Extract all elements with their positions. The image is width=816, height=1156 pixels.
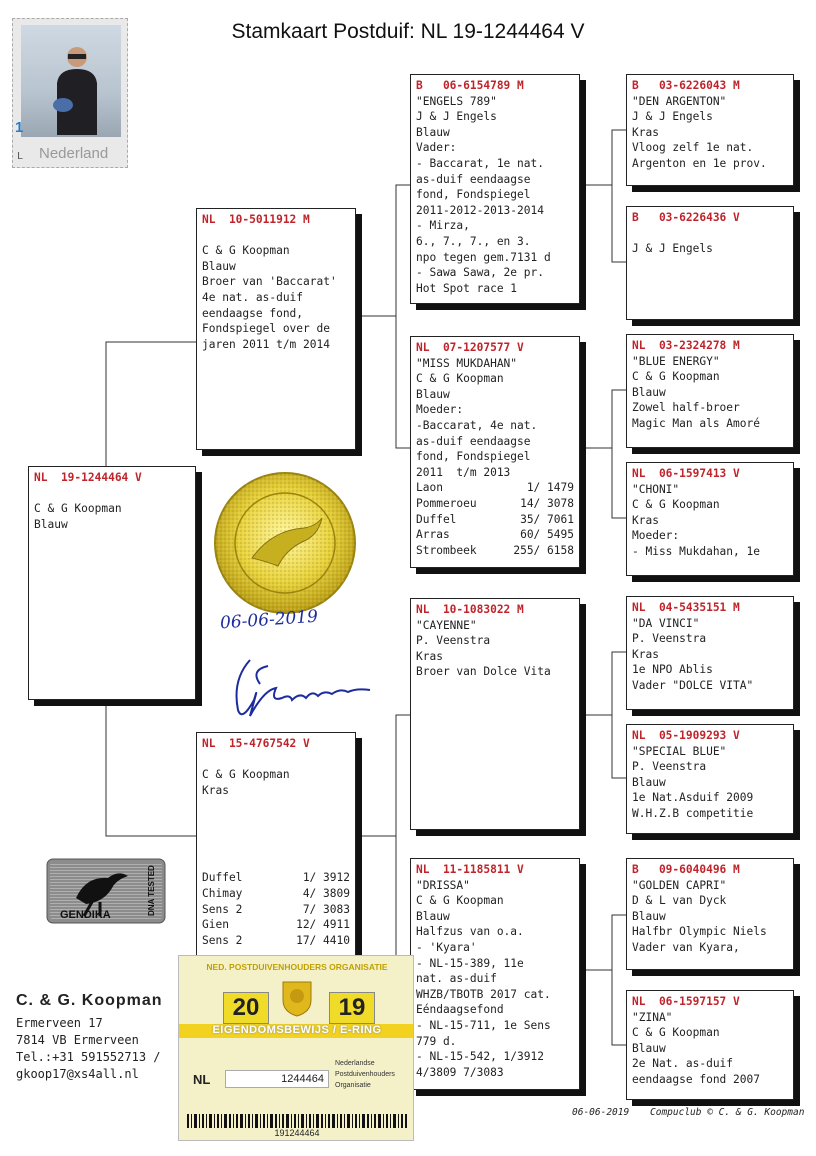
ring-number: NL 06-1597157 V [632,995,740,1008]
info-line: Eéndaagsefond [416,1003,504,1017]
info-line: Kras [632,125,659,139]
info-line: eendaagse fond 2007 [632,1072,760,1086]
dna-tag: DNA TESTED [147,865,156,916]
pedigree-box-subject [28,466,196,700]
pedigree-box-maternal-grandmother [410,858,580,1090]
handwritten-date: 06-06-2019 [219,606,319,634]
info-line: Blauw [632,1041,666,1055]
info-line: - 'Kyara' [416,940,477,954]
info-line: Vader van Kyara, [632,940,740,954]
ring-number: NL 19-1244464 V [34,471,142,484]
ring-number: NL 07-1207577 V [416,341,524,354]
pedigree-box-fff [626,74,794,186]
ring-number: B 06-6154789 M [416,79,524,92]
info-line: C & G Koopman [632,498,720,512]
race-result-row: Gien 12/ 4911 [202,918,350,932]
info-line: Blauw [416,387,450,401]
ring-number: B 09-6040496 M [632,863,740,876]
info-line: J & J Engels [632,242,713,256]
info-line: Magic Man als Amoré [632,416,760,430]
stamp-value: 1 [15,119,24,136]
info-line: D & L van Dyck [632,894,727,908]
info-line: 4/3809 7/3083 [416,1065,504,1079]
card-header: NED. POSTDUIVENHOUDERS ORGANISATIE [206,962,388,972]
info-line: Blauw [34,517,68,531]
footer-club: Compuclub © C. & G. Koopman [650,1107,805,1118]
info-line: Hot Spot race 1 [416,281,518,295]
info-line: - Sawa Sawa, 2e pr. [416,266,544,280]
info-line: nat. as-duif [416,972,497,986]
info-line: Kras [632,513,659,527]
race-result-row: Pommeroeu 14/ 3078 [416,496,574,510]
ring-number: NL 03-2324278 M [632,339,740,352]
info-line: - NL-15-389, 11e [416,956,524,970]
info-line: - Baccarat, 1e nat. [416,156,544,170]
info-line: P. Veenstra [632,760,707,774]
info-line: Vloog zelf 1e nat. [632,141,754,155]
pedigree-box-mmf [626,858,794,970]
race-result-row: Duffel 1/ 3912 [202,871,350,885]
info-line: C & G Koopman [202,768,290,782]
info-line: Halfbr Olympic Niels [632,925,767,939]
owner-street: Ermerveen 17 [16,1016,103,1030]
info-line: Moeder: [632,529,680,543]
org-line: Nederlandse [335,1060,375,1067]
info-line: 2e Nat. as-duif [632,1057,734,1071]
org-line: Organisatie [335,1082,371,1089]
ownership-certificate-card [178,955,414,1141]
card-band-title: EIGENDOMSBEWIJS / E-RING [179,1024,414,1038]
dna-tested-badge-icon [46,858,166,924]
race-result-row: Duffel 35/ 7061 [416,512,574,526]
ring-number: NL 05-1909293 V [632,729,740,742]
info-line: Kras [416,649,443,663]
person-with-pigeon-icon [51,43,99,135]
info-line: 6., 7., 7., en 3. [416,234,531,248]
info-line: Blauw [632,385,666,399]
info-line: "SPECIAL BLUE" [632,744,727,758]
pedigree-box-father [196,208,356,450]
info-line: -Baccarat, 4e nat. [416,418,538,432]
ring-number: B 03-6226436 V [632,211,740,224]
info-line: "DA VINCI" [632,616,700,630]
info-line: Argenton en 1e prov. [632,156,767,170]
card-year-left: 20 [223,992,269,1024]
pedigree-box-paternal-grandmother [410,336,580,568]
owner-city: 7814 VB Ermerveen [16,1033,139,1047]
card-country: NL [193,1072,211,1087]
pedigree-box-fmf [626,334,794,448]
owner-name: C. & G. Koopman [16,992,163,1009]
info-line: jaren 2011 t/m 2014 [202,337,330,351]
barcode-icon [187,1114,407,1128]
race-result-row: Strombeek 255/ 6158 [416,543,574,557]
info-line: "DEN ARGENTON" [632,94,727,108]
ring-number: NL 10-1083022 M [416,603,524,616]
info-line: eendaagse fond, [202,306,304,320]
info-line: J & J Engels [416,110,497,124]
signature-icon [220,640,380,730]
info-line: P. Veenstra [416,634,491,648]
info-line: Vader: [416,141,457,155]
card-ring-number: 1244464 [225,1070,329,1088]
pedigree-box-mother [196,732,356,960]
card-year-right: 19 [329,992,375,1024]
info-line: 1e NPO Ablis [632,663,713,677]
info-line: fond, Fondspiegel [416,188,531,202]
info-line: "DRISSA" [416,878,470,892]
footer-date: 06-06-2019 [572,1107,630,1118]
pedigree-box-ffm [626,206,794,320]
card-organisation [335,1058,411,1091]
info-line: as-duif eendaagse [416,434,531,448]
stamp-country: Nederland [39,145,109,162]
pedigree-box-paternal-grandfather [410,74,580,304]
ring-number: NL 04-5435151 M [632,601,740,614]
info-line: "ZINA" [632,1010,673,1024]
race-result-row: Chimay 4/ 3809 [202,886,350,900]
ring-number: NL 06-1597413 V [632,467,740,480]
info-line: C & G Koopman [202,244,290,258]
org-line: Postduivenhouders [335,1071,395,1078]
pedigree-box-mff [626,596,794,710]
info-line: "BLUE ENERGY" [632,354,720,368]
info-line: Kras [202,783,229,797]
info-line: C & G Koopman [416,894,504,908]
info-line: "MISS MUKDAHAN" [416,356,518,370]
info-line: C & G Koopman [632,1026,720,1040]
info-line: W.H.Z.B competitie [632,806,754,820]
info-line: "ENGELS 789" [416,94,497,108]
ring-number: NL 15-4767542 V [202,737,310,750]
owner-photo [21,25,121,137]
info-line: 2011 t/m 2013 [416,465,511,479]
owner-email: gkoop17@xs4all.nl [16,1067,139,1081]
dna-brand: GENDIKA [60,909,111,921]
info-line: Blauw [416,909,450,923]
owner-phone: Tel.:+31 591552713 / [16,1050,161,1064]
race-results [202,870,350,948]
info-line: 779 d. [416,1034,457,1048]
info-line: "CAYENNE" [416,618,477,632]
info-line: Blauw [202,259,236,273]
info-line: C & G Koopman [632,370,720,384]
info-line: "GOLDEN CAPRI" [632,878,727,892]
info-line: - Miss Mukdahan, 1e [632,544,760,558]
info-line: "CHONI" [632,482,680,496]
race-results [416,480,574,558]
info-line: Broer van Dolce Vita [416,665,551,679]
info-line: as-duif eendaagse [416,172,531,186]
info-line: Zowel half-broer [632,401,740,415]
race-result-row: Arras 60/ 5495 [416,528,574,542]
info-line: - NL-15-542, 1/3912 [416,1050,544,1064]
race-result-row: Laon 1/ 1479 [416,481,574,495]
info-line: WHZB/TBOTB 2017 cat. [416,987,551,1001]
info-line: Halfzus van o.a. [416,925,524,939]
info-line: Fondspiegel over de [202,322,330,336]
info-line: Blauw [632,775,666,789]
info-line: Moeder: [416,403,464,417]
info-line: P. Veenstra [632,632,707,646]
info-line: Kras [632,647,659,661]
page-title: Stamkaart Postduif: NL 19-1244464 V [231,20,585,43]
ring-number: B 03-6226043 M [632,79,740,92]
info-line: 2011-2012-2013-2014 [416,203,544,217]
postage-stamp [12,18,128,168]
info-line: Broer van 'Baccarat' [202,275,337,289]
info-line: C & G Koopman [416,372,504,386]
race-result-row: Sens 2 17/ 4410 [202,933,350,947]
pedigree-box-maternal-grandfather [410,598,580,830]
info-line: Vader "DOLCE VITA" [632,678,754,692]
race-result-row: Sens 2 7/ 3083 [202,902,350,916]
info-line: Blauw [416,125,450,139]
barcode-number: 191244464 [274,1128,320,1138]
gold-hologram-seal-icon [212,470,358,616]
pedigree-box-fmm [626,462,794,576]
info-line: 1e Nat.Asduif 2009 [632,791,754,805]
info-line: - NL-15-711, 1e Sens [416,1018,551,1032]
info-line: 4e nat. as-duif [202,290,304,304]
lion-crest-icon [279,978,315,1018]
info-line: npo tegen gem.7131 d [416,250,551,264]
info-line: C & G Koopman [34,502,122,516]
ring-number: NL 11-1185811 V [416,863,524,876]
stamp-corner-mark: L [17,151,24,162]
info-line: Blauw [632,909,666,923]
info-line: J & J Engels [632,110,713,124]
info-line: - Mirza, [416,219,470,233]
pedigree-box-mfm [626,724,794,834]
info-line: fond, Fondspiegel [416,450,531,464]
ring-number: NL 10-5011912 M [202,213,310,226]
pedigree-box-mmm [626,990,794,1100]
